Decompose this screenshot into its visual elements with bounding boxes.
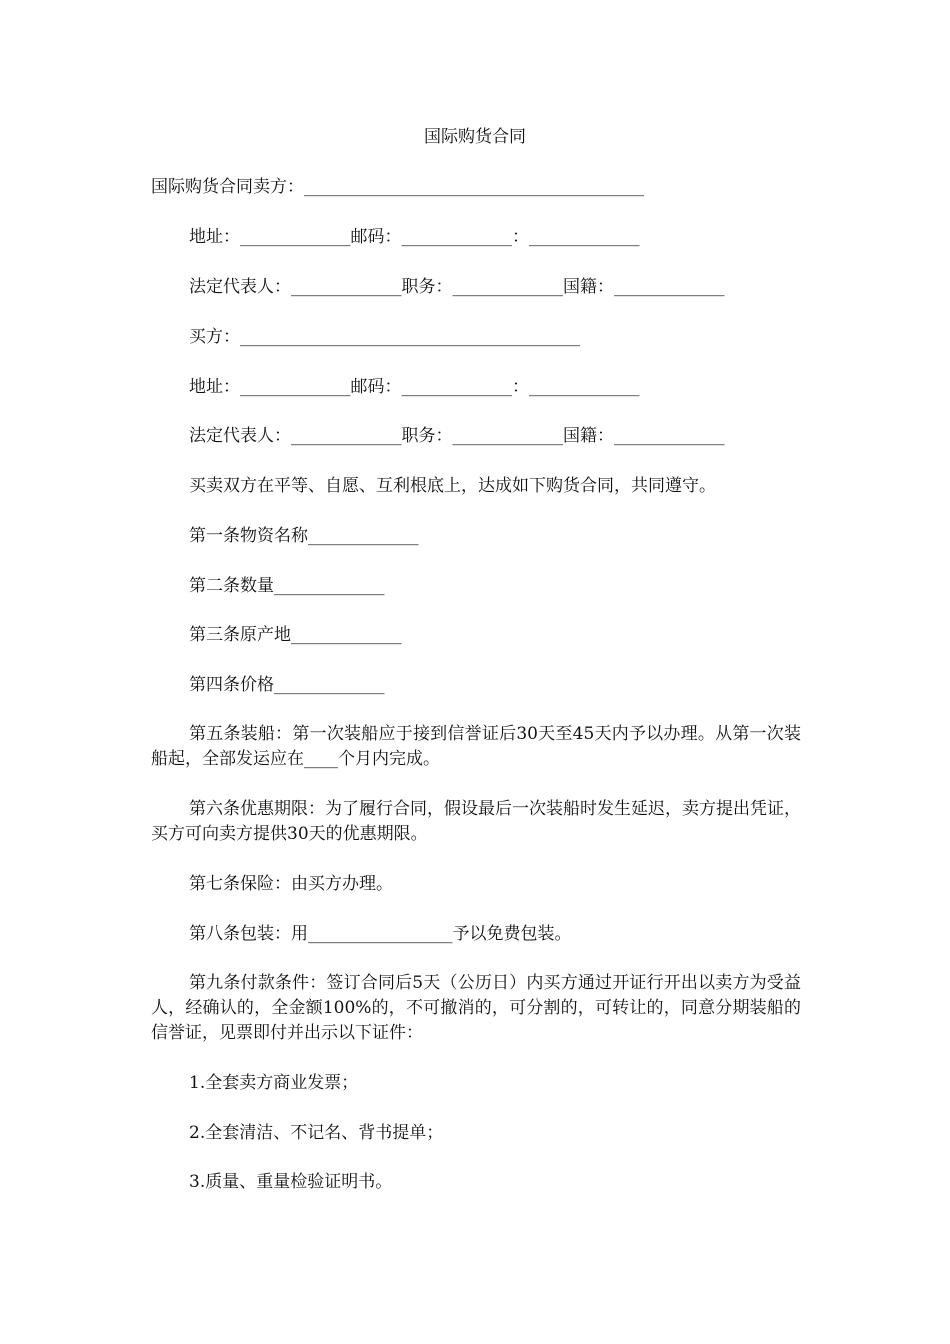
seller-address-line: 地址：_____________邮码：_____________：_____________	[189, 227, 640, 247]
document-title: 国际购货合同	[424, 127, 526, 147]
article-6-grace-period: 第六条优惠期限：为了履行合同，假设最后一次装船时发生延迟，卖方提出凭证，买方可向卖方提供30天的优惠期限。	[151, 799, 801, 844]
seller-representative-line: 法定代表人：_____________职务：_____________国籍：_____________	[189, 277, 725, 297]
article-5-shipment: 第五条装船：第一次装船应于接到信誉证后30天至45天内予以办理。从第一次装船起，全部发运应在____个月内完成。	[151, 724, 801, 769]
article-8-packing: 第八条包装：用_________________予以免费包装。	[189, 924, 572, 944]
buyer-representative-line: 法定代表人：_____________职务：_____________国籍：_____________	[189, 426, 725, 446]
buyer-address-line: 地址：_____________邮码：_____________：_____________	[189, 377, 640, 397]
article-7-insurance: 第七条保险：由买方办理。	[189, 874, 393, 894]
article-4-price: 第四条价格_____________	[189, 675, 385, 695]
article-1-goods-name: 第一条物资名称_____________	[189, 526, 419, 546]
article-3-origin: 第三条原产地_____________	[189, 625, 402, 645]
seller-line: 国际购货合同卖方：________________________________________	[151, 177, 644, 197]
article-2-quantity: 第二条数量_____________	[189, 576, 385, 596]
article-9-payment-terms: 第九条付款条件：签订合同后5天（公历日）内买方通过开证行开出以卖方为受益人，经确认的，全金额100%的，不可撤消的，可分割的，可转让的，同意分期装船的信誉证，见票即付并出示以下证件：	[151, 973, 801, 1043]
document-item-3: 3.质量、重量检验证明书。	[189, 1172, 393, 1192]
contract-intro: 买卖双方在平等、自愿、互利根底上，达成如下购货合同，共同遵守。	[189, 476, 716, 496]
document-item-1: 1.全套卖方商业发票；	[189, 1073, 359, 1093]
buyer-line: 买方：________________________________________	[189, 327, 580, 347]
document-item-2: 2.全套清洁、不记名、背书提单；	[189, 1123, 444, 1143]
